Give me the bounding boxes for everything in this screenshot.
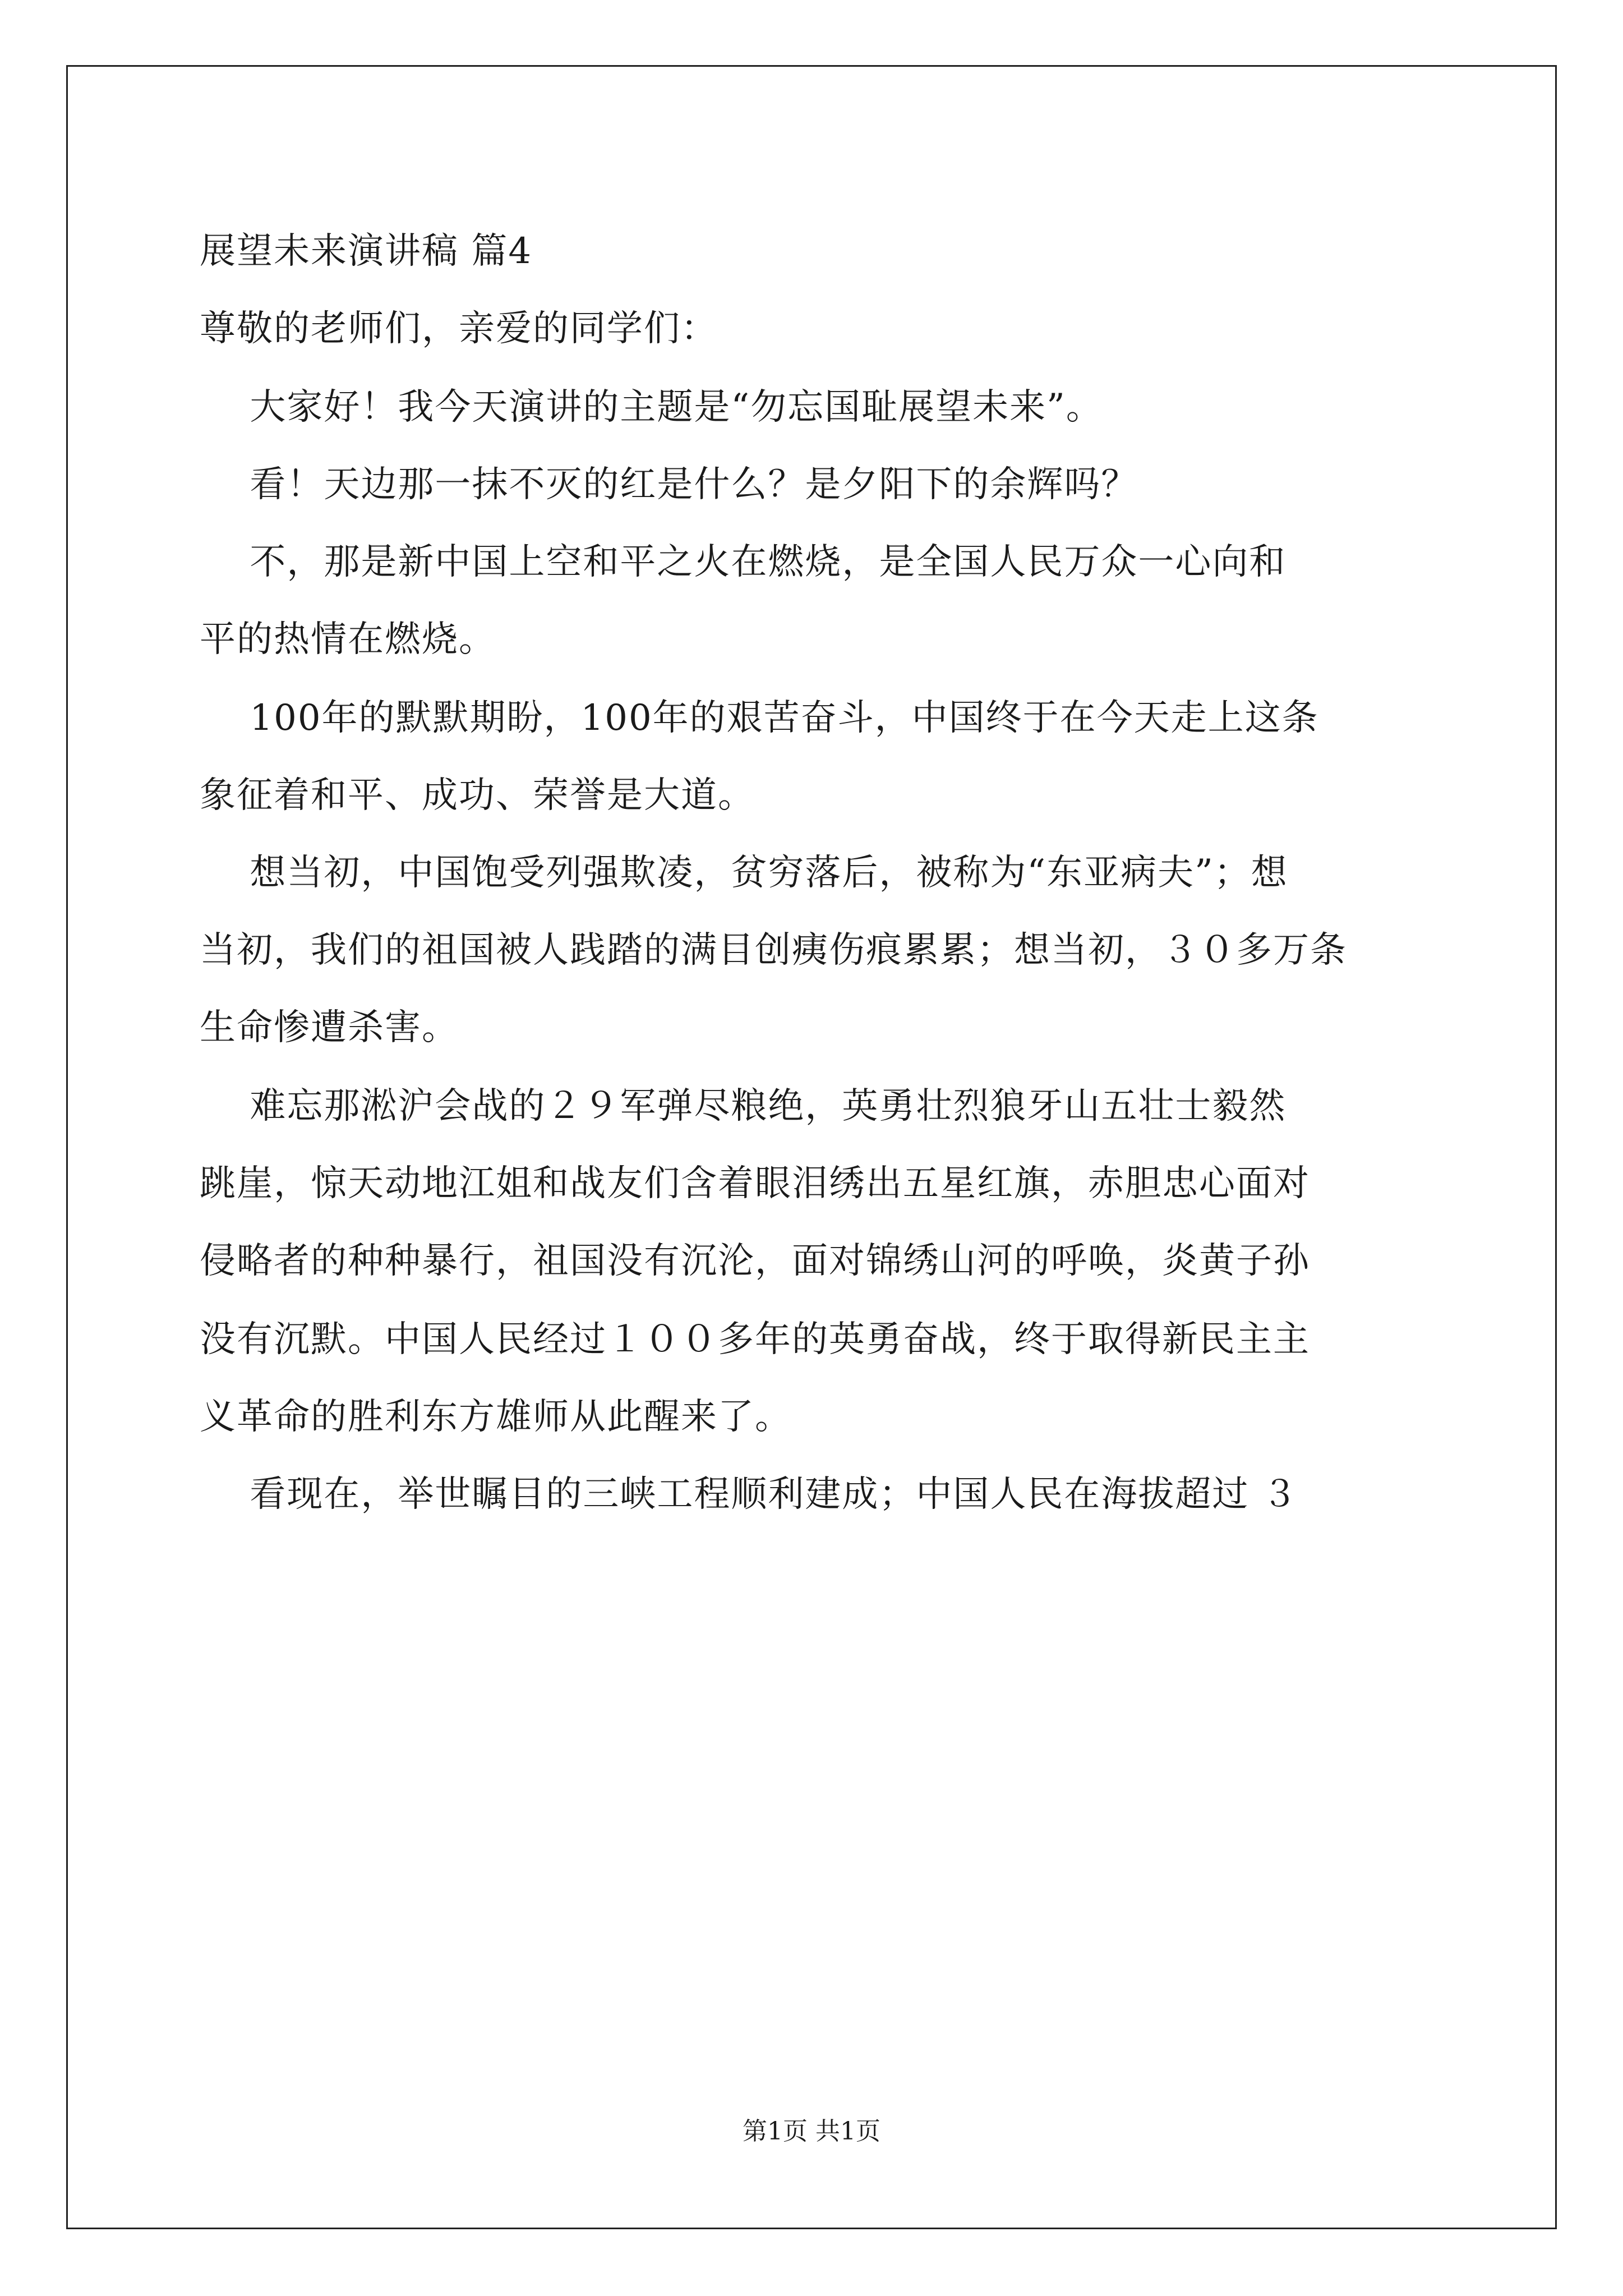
text-line: 跳崖，惊天动地江姐和战友们含着眼泪绣出五星红旗，赤胆忠心面对 — [200, 1163, 1310, 1204]
text-line: 象征着和平、成功、荣誉是大道。 — [200, 775, 755, 816]
text-line: 没有沉默。中国人民经过１００多年的英勇奋战，终于取得新民主主 — [200, 1319, 1310, 1360]
text-line: 100年的默默期盼，100年的艰苦奋斗，中国终于在今天走上这条 — [200, 697, 1319, 739]
text-line: 难忘那淞沪会战的２９军弹尽粮绝，英勇壮烈狼牙山五壮士毅然 — [200, 1085, 1287, 1127]
text-line: 生命惨遭杀害。 — [200, 1007, 459, 1048]
text-line: 义革命的胜利东方雄师从此醒来了。 — [200, 1396, 792, 1438]
text-line: 平的热情在燃烧。 — [200, 619, 496, 660]
page-footer: 第1页 共1页 — [743, 2117, 880, 2146]
document-title: 展望未来演讲稿 篇4 — [200, 231, 533, 272]
text-line: 大家好！我今天演讲的主题是“勿忘国耻展望未来”。 — [200, 386, 1103, 428]
text-line: 当初，我们的祖国被人践踏的满目创痍伤痕累累；想当初，３０多万条 — [200, 930, 1347, 971]
text-line: 想当初，中国饱受列强欺凌，贫穷落后，被称为“东亚病夫”；想 — [200, 852, 1288, 894]
text-line: 尊敬的老师们，亲爱的同学们： — [200, 308, 718, 349]
text-line: 侵略者的种种暴行，祖国没有沉沦，面对锦绣山河的呼唤，炎黄子孙 — [200, 1240, 1310, 1282]
document-body — [200, 0, 1428, 1515]
text-line: 看现在，举世瞩目的三峡工程顺利建成；中国人民在海拔超过 ３ — [200, 1474, 1299, 1515]
text-line: 看！天边那一抹不灭的红是什么？是夕阳下的余辉吗？ — [200, 464, 1138, 505]
text-line: 不，那是新中国上空和平之火在燃烧，是全国人民万众一心向和 — [200, 541, 1287, 583]
